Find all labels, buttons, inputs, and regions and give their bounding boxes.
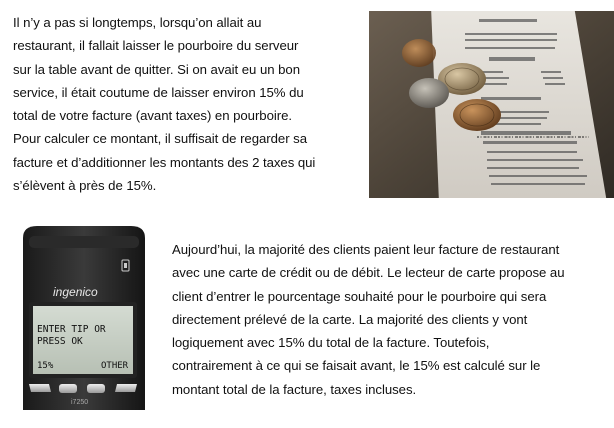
payment-terminal-photo: [19, 224, 149, 410]
text-line: contrairement à ce qui se faisait avant, le 15% est calculé sur le: [172, 358, 541, 374]
terminal-softkey-left: [29, 384, 51, 392]
terminal-brand-logo: ingenico: [53, 285, 98, 299]
text-line: logiquement avec 15% du total de la facture. Toutefois,: [172, 335, 490, 351]
receipt-illustration: [369, 11, 614, 198]
paragraph-tipping-history: [13, 11, 358, 197]
terminal-illustration: [19, 224, 149, 410]
text-line: directement prélevé de la carte. La majorité des clients y vont: [172, 311, 528, 327]
text-line: Pour calculer ce montant, il suffisait de regarder sa: [13, 131, 307, 147]
text-line: sur la table avant de quitter. Si on avait eu un bon: [13, 61, 300, 77]
terminal-softkey-right: [115, 384, 137, 392]
paragraph-tipping-today: [172, 238, 612, 401]
text-line: restaurant, il fallait laisser le pourboire du serveur: [13, 38, 299, 54]
terminal-arrow-up-key: [59, 384, 77, 393]
text-line: avec une carte de crédit ou de débit. Le lecteur de carte propose au: [172, 265, 565, 281]
text-line: service, il était coutume de laisser environ 15% du: [13, 84, 304, 100]
text-line: client d’entrer le pourcentage souhaité pour le pourboire qui sera: [172, 288, 547, 304]
text-line: montant total de la facture, taxes incluses.: [172, 381, 417, 397]
terminal-option-other: OTHER: [101, 361, 129, 371]
text-line: s’élèvent à près de 15%.: [13, 178, 157, 194]
text-line: facture et d’additionner les montants des 2 taxes qui: [13, 154, 316, 170]
terminal-screen-line1: ENTER TIP OR: [37, 324, 106, 335]
terminal-model-label: i7250: [71, 399, 89, 406]
text-line: Il n’y a pas si longtemps, lorsqu’on allait au: [13, 15, 262, 30]
terminal-option-15: 15%: [37, 361, 54, 371]
terminal-screen-line2: PRESS OK: [37, 336, 83, 347]
terminal-arrow-down-key: [87, 384, 105, 393]
text-line: Aujourd’hui, la majorité des clients paient leur facture de restaurant: [172, 242, 560, 257]
text-line: total de votre facture (avant taxes) en pourboire.: [13, 108, 292, 124]
receipt-with-coins-photo: [369, 11, 614, 198]
